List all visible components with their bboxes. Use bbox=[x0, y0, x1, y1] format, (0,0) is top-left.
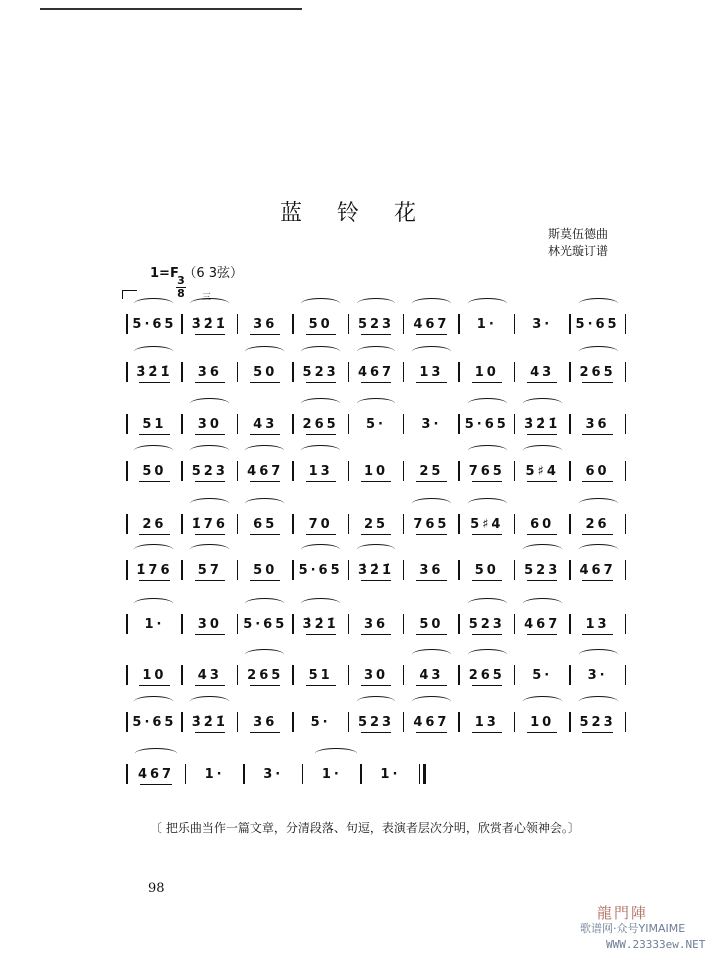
measure: 467 bbox=[404, 715, 458, 730]
measure: 50 bbox=[238, 365, 292, 380]
page-number: 98 bbox=[148, 881, 165, 896]
slur bbox=[190, 398, 229, 409]
measure: 50 bbox=[238, 563, 292, 578]
time-sig-top: 3 bbox=[177, 274, 185, 287]
measure: 265 bbox=[238, 668, 292, 683]
slur bbox=[134, 696, 173, 707]
measure: 30 bbox=[349, 668, 403, 683]
measure: 265 bbox=[571, 365, 625, 380]
measure: 10 bbox=[515, 715, 569, 730]
key-signature bbox=[150, 262, 243, 281]
slur bbox=[135, 748, 177, 759]
measure: 3̇2̇1̇ bbox=[183, 715, 237, 730]
measure: 50 bbox=[460, 563, 514, 578]
measure: 43 bbox=[238, 417, 292, 432]
measure: 523 bbox=[515, 563, 569, 578]
barline bbox=[625, 514, 627, 534]
slur bbox=[523, 398, 562, 409]
watermark-logo: 龍門陣 bbox=[597, 904, 649, 922]
measure: 36 bbox=[571, 417, 625, 432]
measure: 265 bbox=[460, 668, 514, 683]
score-row bbox=[126, 764, 426, 784]
slur bbox=[134, 445, 173, 456]
measure: 1· bbox=[321, 766, 342, 782]
slur bbox=[357, 544, 396, 555]
measure: 3̇2̇1̇ bbox=[349, 563, 403, 578]
measure: 523 bbox=[571, 715, 625, 730]
barline bbox=[625, 614, 627, 634]
score-row bbox=[126, 614, 626, 634]
slur bbox=[468, 598, 507, 609]
barline bbox=[625, 712, 627, 732]
song-title: 蓝 铃 花 bbox=[280, 201, 430, 226]
measure: 3· bbox=[532, 316, 553, 332]
top-rule bbox=[40, 8, 302, 10]
slur bbox=[357, 346, 396, 357]
score-row bbox=[126, 560, 626, 580]
measure: 467 bbox=[515, 617, 569, 632]
slur bbox=[301, 398, 340, 409]
slur bbox=[468, 445, 507, 456]
measure: 3̇2̇1̇ bbox=[294, 617, 348, 632]
barline bbox=[625, 461, 627, 481]
measure: 1̇76 bbox=[183, 517, 237, 532]
key-label: 1=F bbox=[150, 266, 179, 281]
measure: 60 bbox=[571, 464, 625, 479]
measure: 5♯4 bbox=[460, 517, 514, 532]
slur bbox=[579, 498, 618, 509]
measure: 13 bbox=[571, 617, 625, 632]
measure: 43 bbox=[183, 668, 237, 683]
slur bbox=[412, 649, 451, 660]
measure: 13 bbox=[460, 715, 514, 730]
measure: 10 bbox=[349, 464, 403, 479]
measure: 51 bbox=[294, 668, 348, 683]
slur bbox=[579, 649, 618, 660]
slur bbox=[245, 346, 284, 357]
arranger: 林光璇订谱 bbox=[547, 244, 608, 258]
slur bbox=[412, 696, 451, 707]
measure: 523 bbox=[460, 617, 514, 632]
measure: 467 bbox=[128, 767, 185, 782]
slur bbox=[190, 544, 229, 555]
measure: 1· bbox=[144, 616, 165, 632]
slur bbox=[468, 498, 507, 509]
slur bbox=[523, 598, 562, 609]
measure: 36 bbox=[183, 365, 237, 380]
measure: 3· bbox=[421, 416, 442, 432]
measure: 3̇2̇1̇ bbox=[183, 317, 237, 332]
measure: 3̇2̇1̇ bbox=[515, 417, 569, 432]
measure: 43 bbox=[515, 365, 569, 380]
measure: 30 bbox=[183, 617, 237, 632]
measure: 65 bbox=[238, 517, 292, 532]
measure: 10 bbox=[128, 668, 182, 683]
score-row bbox=[126, 314, 626, 334]
measure: 36 bbox=[238, 715, 292, 730]
time-sig-bottom: 8 bbox=[177, 287, 185, 300]
slur bbox=[357, 298, 396, 309]
slur bbox=[523, 445, 562, 456]
measure: 523 bbox=[183, 464, 237, 479]
measure: 50 bbox=[404, 617, 458, 632]
score-row bbox=[126, 514, 626, 534]
slur bbox=[357, 398, 396, 409]
slur bbox=[134, 346, 173, 357]
slur bbox=[190, 445, 229, 456]
measure: 1̇76 bbox=[128, 563, 182, 578]
slur bbox=[579, 346, 618, 357]
measure: 1· bbox=[380, 766, 401, 782]
measure: 70 bbox=[294, 517, 348, 532]
measure: 467 bbox=[571, 563, 625, 578]
time-signature bbox=[176, 276, 186, 299]
barline bbox=[625, 314, 627, 334]
measure: 523 bbox=[349, 715, 403, 730]
measure: 30 bbox=[183, 417, 237, 432]
measure: 25 bbox=[349, 517, 403, 532]
slur bbox=[579, 298, 618, 309]
credits bbox=[548, 226, 608, 260]
measure: 1· bbox=[476, 316, 497, 332]
barline bbox=[625, 665, 627, 685]
measure: 50 bbox=[294, 317, 348, 332]
slur bbox=[301, 346, 340, 357]
measure: 523 bbox=[349, 317, 403, 332]
measure: 5♯4 bbox=[515, 464, 569, 479]
measure: 5·65 bbox=[243, 616, 288, 632]
measure: 43 bbox=[404, 668, 458, 683]
slur bbox=[245, 649, 284, 660]
measure: 5·65 bbox=[132, 316, 177, 332]
slur bbox=[134, 298, 173, 309]
slur bbox=[301, 445, 340, 456]
measure: 26 bbox=[128, 517, 182, 532]
slur bbox=[412, 498, 451, 509]
measure: 467 bbox=[238, 464, 292, 479]
barline bbox=[625, 560, 627, 580]
measure: 36 bbox=[349, 617, 403, 632]
slur bbox=[468, 398, 507, 409]
slur bbox=[134, 544, 173, 555]
slur bbox=[523, 696, 562, 707]
measure: 5·65 bbox=[298, 562, 343, 578]
measure: 60 bbox=[515, 517, 569, 532]
slur bbox=[190, 696, 229, 707]
slur bbox=[301, 544, 340, 555]
measure: 5· bbox=[366, 416, 386, 432]
measure: 5·65 bbox=[132, 714, 177, 730]
barline bbox=[419, 764, 426, 784]
composer: 斯莫伍德曲 bbox=[547, 227, 608, 241]
measure: 13 bbox=[294, 464, 348, 479]
measure: 36 bbox=[238, 317, 292, 332]
slur bbox=[315, 748, 357, 759]
score-row bbox=[126, 362, 626, 382]
slur bbox=[357, 696, 396, 707]
measure: 57 bbox=[183, 563, 237, 578]
measure: 10 bbox=[460, 365, 514, 380]
slur bbox=[245, 598, 284, 609]
slur bbox=[412, 346, 451, 357]
measure: 25 bbox=[404, 464, 458, 479]
slur bbox=[245, 445, 284, 456]
slur bbox=[468, 649, 507, 660]
measure: 51 bbox=[128, 417, 182, 432]
score-row bbox=[126, 461, 626, 481]
measure: 3· bbox=[263, 766, 284, 782]
measure: 50 bbox=[128, 464, 182, 479]
measure: 765 bbox=[460, 464, 514, 479]
slur bbox=[579, 696, 618, 707]
watermark-url: WWW.23333ew.NET bbox=[606, 938, 706, 951]
score-row bbox=[126, 712, 626, 732]
measure: 1· bbox=[204, 766, 225, 782]
slur bbox=[301, 298, 340, 309]
slur bbox=[245, 498, 284, 509]
slur bbox=[134, 598, 173, 609]
barline bbox=[625, 414, 627, 434]
system-bracket bbox=[122, 290, 137, 299]
measure: 5· bbox=[532, 667, 553, 683]
slur bbox=[301, 598, 340, 609]
measure: 13 bbox=[404, 365, 458, 380]
watermark-text: 歌谱网·众号YIMAIME bbox=[580, 922, 686, 935]
tuning-label: （6 3弦） bbox=[183, 266, 244, 281]
measure: 3̇2̇1̇ bbox=[128, 365, 182, 380]
measure: 523 bbox=[294, 365, 348, 380]
barline bbox=[625, 362, 627, 382]
measure: 5·65 bbox=[464, 416, 509, 432]
slur bbox=[412, 298, 451, 309]
slur bbox=[523, 544, 562, 555]
measure: 765 bbox=[404, 517, 458, 532]
footnote: 〔 把乐曲当作一篇文章，分清段落、句逗，表演者层次分明，欣赏者心领神会。〕 bbox=[150, 821, 580, 835]
measure: 467 bbox=[404, 317, 458, 332]
slur bbox=[190, 298, 229, 309]
slur bbox=[468, 298, 507, 309]
measure: 5· bbox=[310, 714, 331, 730]
measure: 36 bbox=[404, 563, 458, 578]
measure: 5·65 bbox=[575, 316, 620, 332]
score-row bbox=[126, 665, 626, 685]
string-mark: 三 bbox=[202, 293, 212, 303]
score-row bbox=[126, 414, 626, 434]
slur bbox=[190, 498, 229, 509]
measure: 26 bbox=[571, 517, 625, 532]
measure: 265 bbox=[294, 417, 348, 432]
measure: 467 bbox=[349, 365, 403, 380]
measure: 3· bbox=[587, 667, 608, 683]
slur bbox=[579, 544, 618, 555]
